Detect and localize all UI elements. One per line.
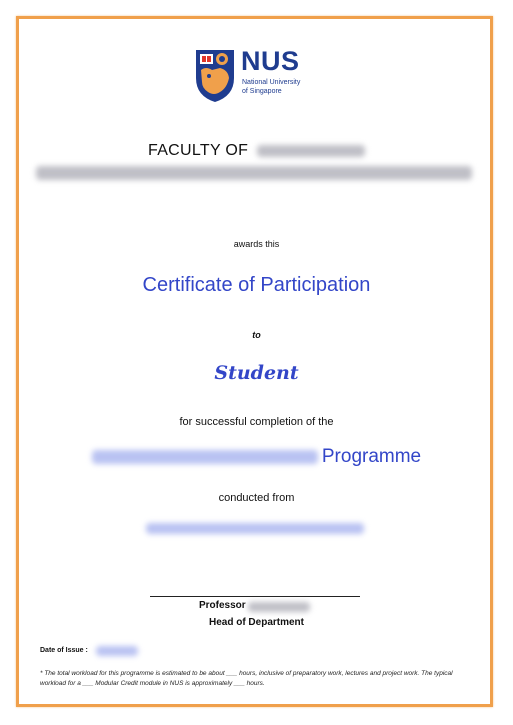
department-name-redacted <box>36 166 472 180</box>
completion-text: for successful completion of the <box>179 416 334 428</box>
signature-line <box>150 596 360 597</box>
programme-suffix: Programme <box>321 446 422 467</box>
nus-logo <box>194 48 318 106</box>
nus-wordmark: NUS <box>241 46 300 76</box>
nus-crest-icon <box>194 48 236 104</box>
conducted-from-text: conducted from <box>218 492 295 504</box>
professor-name-redacted <box>248 602 310 612</box>
nus-subtitle-line1: National University <box>242 79 301 86</box>
programme-dates-redacted <box>146 523 364 534</box>
nus-subtitle-line2: of Singapore <box>242 88 282 95</box>
certificate-title: Certificate of Participation <box>142 274 371 296</box>
programme-line <box>0 446 513 468</box>
head-of-department-label: Head of Department <box>208 617 304 628</box>
programme-name-redacted <box>92 450 318 464</box>
nus-subtitle <box>242 78 322 96</box>
workload-footnote: * The total workload for this programme is estimated to be about ___ hours, inclusive of preparatory work, lectures and project work. The typical workload for a ___ Modular Credit module in NUS is approximately ___ hours. <box>40 670 453 687</box>
to-text: to <box>252 330 261 340</box>
faculty-name-redacted <box>257 145 365 157</box>
professor-label: Professor <box>199 600 246 611</box>
faculty-heading <box>0 142 513 160</box>
awards-this-text: awards this <box>233 239 280 249</box>
faculty-prefix: FACULTY OF <box>148 142 249 159</box>
recipient-name: Student <box>214 362 299 384</box>
date-of-issue-redacted <box>96 646 138 656</box>
date-of-issue-label: Date of Issue : <box>40 647 88 654</box>
